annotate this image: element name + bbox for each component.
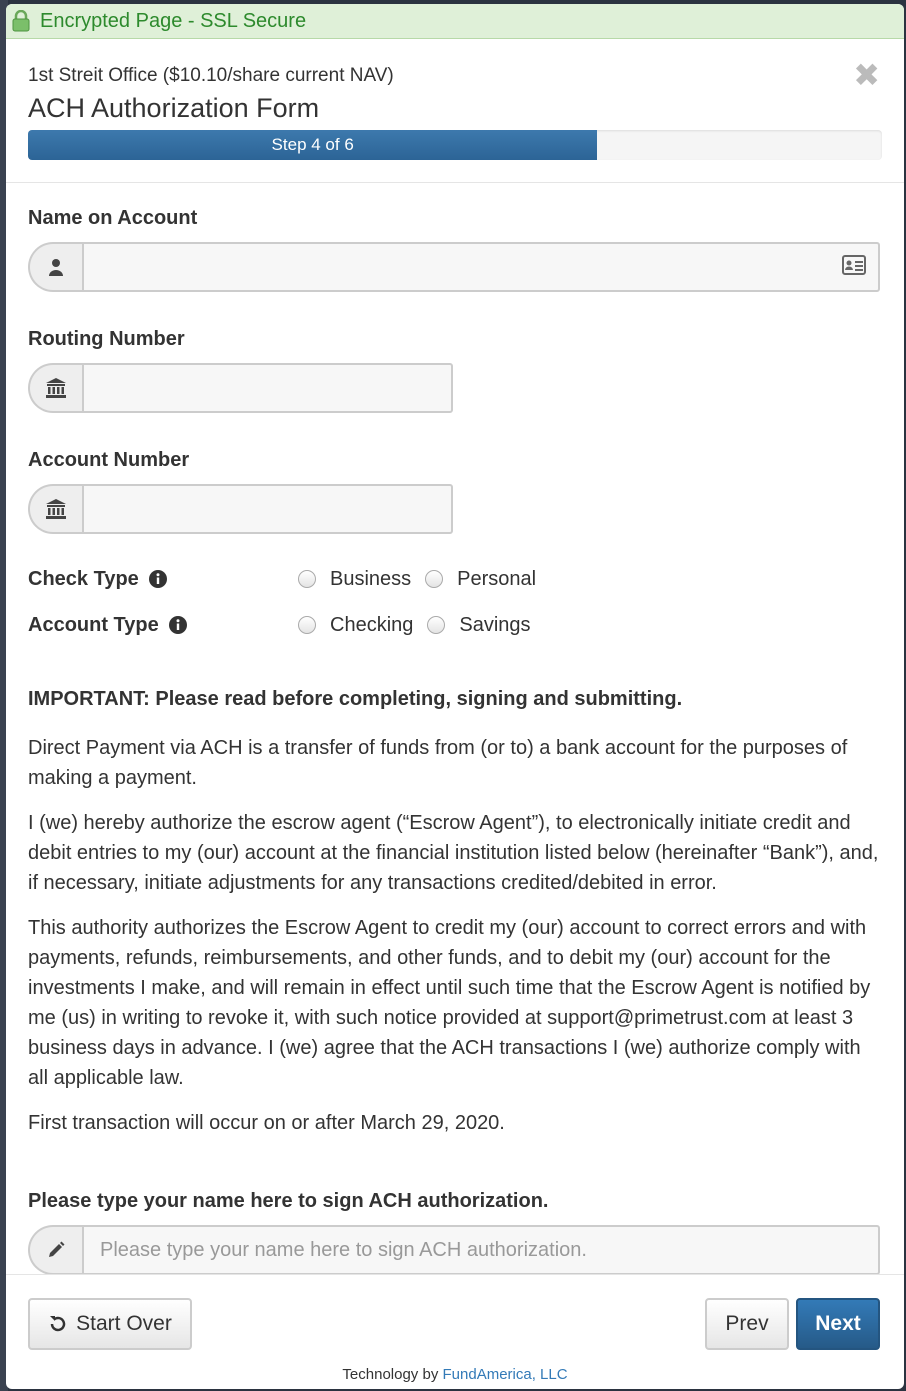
progress-bar: Step 4 of 6 [28, 130, 597, 160]
first-transaction-date: First transaction will occur on or after March 29, 2020. [28, 1112, 505, 1134]
radio-circle[interactable] [427, 616, 445, 634]
progress-track [28, 130, 882, 160]
routing-number-input[interactable] [82, 363, 453, 413]
radio-checking[interactable]: Checking [298, 614, 413, 637]
signature-label: Please type your name here to sign ACH authorization. [28, 1190, 549, 1212]
next-button[interactable]: Next [796, 1298, 880, 1350]
check-type-label: Check Type [28, 568, 298, 591]
bank-icon [28, 484, 82, 534]
refresh-icon [48, 1314, 68, 1334]
ach-modal [6, 4, 904, 1389]
name-on-account-input[interactable] [82, 242, 880, 292]
radio-business[interactable]: Business [298, 568, 411, 591]
info-icon[interactable] [169, 616, 187, 634]
disclosure-paragraph: I (we) hereby authorize the escrow agent (“Escrow Agent”), to electronically initiate credit and debit entries to my (our) account at the financial institution listed below (hereinafter “Bank”), and, if necessary, initiate adjustments for any transactions credited/debited in error. [28, 812, 879, 894]
bank-icon [28, 363, 82, 413]
footer-divider [6, 1274, 904, 1275]
check-type-row [28, 556, 882, 602]
page-title: ACH Authorization Form [28, 93, 320, 123]
close-icon[interactable]: ✖ [853, 57, 880, 93]
signature-group [28, 1225, 880, 1275]
radio-personal[interactable]: Personal [425, 568, 536, 591]
footer-credit: Technology by FundAmerica, LLC [342, 1366, 568, 1383]
ssl-banner-text: Encrypted Page - SSL Secure [40, 9, 307, 32]
user-icon [28, 242, 82, 292]
routing-number-label: Routing Number [28, 328, 185, 350]
fundamerica-link[interactable]: FundAmerica, LLC [442, 1366, 568, 1383]
modal-header [6, 39, 904, 183]
prev-button[interactable]: Prev [705, 1298, 789, 1350]
important-notice: IMPORTANT: Please read before completing, signing and submitting. [28, 688, 683, 710]
account-number-input[interactable] [82, 484, 453, 534]
account-number-label: Account Number [28, 449, 190, 471]
radio-savings[interactable]: Savings [427, 614, 530, 637]
radio-circle[interactable] [425, 570, 443, 588]
radio-circle[interactable] [298, 616, 316, 634]
lock-icon [12, 10, 30, 32]
name-on-account-group [28, 242, 880, 292]
disclosure-paragraph: This authority authorizes the Escrow Agent to credit my (our) account to correct errors and with payments, refunds, reimbursements, and other funds, and to debit my (our) account for the investments I make, and will remain in effect until such time that the Escrow Agent is notified by me (us) in writing to revoke it, with such notice provided at support@primetrust.com at least 3 business days in advance. I (we) agree that the ACH transactions I (we) authorize comply with all applicable law. [28, 917, 871, 1089]
account-number-group [28, 484, 453, 534]
id-card-icon [842, 255, 866, 275]
disclosure-paragraph: Direct Payment via ACH is a transfer of funds from (or to) a bank account for the purposes of making a payment. [28, 737, 848, 789]
account-type-label: Account Type [28, 614, 298, 637]
info-icon[interactable] [149, 570, 167, 588]
form-body [6, 183, 904, 1275]
signature-input[interactable] [82, 1225, 880, 1275]
offering-subtitle: 1st Streit Office ($10.10/share current NAV) [28, 65, 394, 86]
routing-number-group [28, 363, 453, 413]
start-over-button[interactable]: Start Over [28, 1298, 192, 1350]
account-type-row [28, 602, 882, 648]
ssl-banner [6, 4, 904, 39]
name-on-account-label: Name on Account [28, 207, 198, 229]
pencil-icon [28, 1225, 82, 1275]
radio-circle[interactable] [298, 570, 316, 588]
